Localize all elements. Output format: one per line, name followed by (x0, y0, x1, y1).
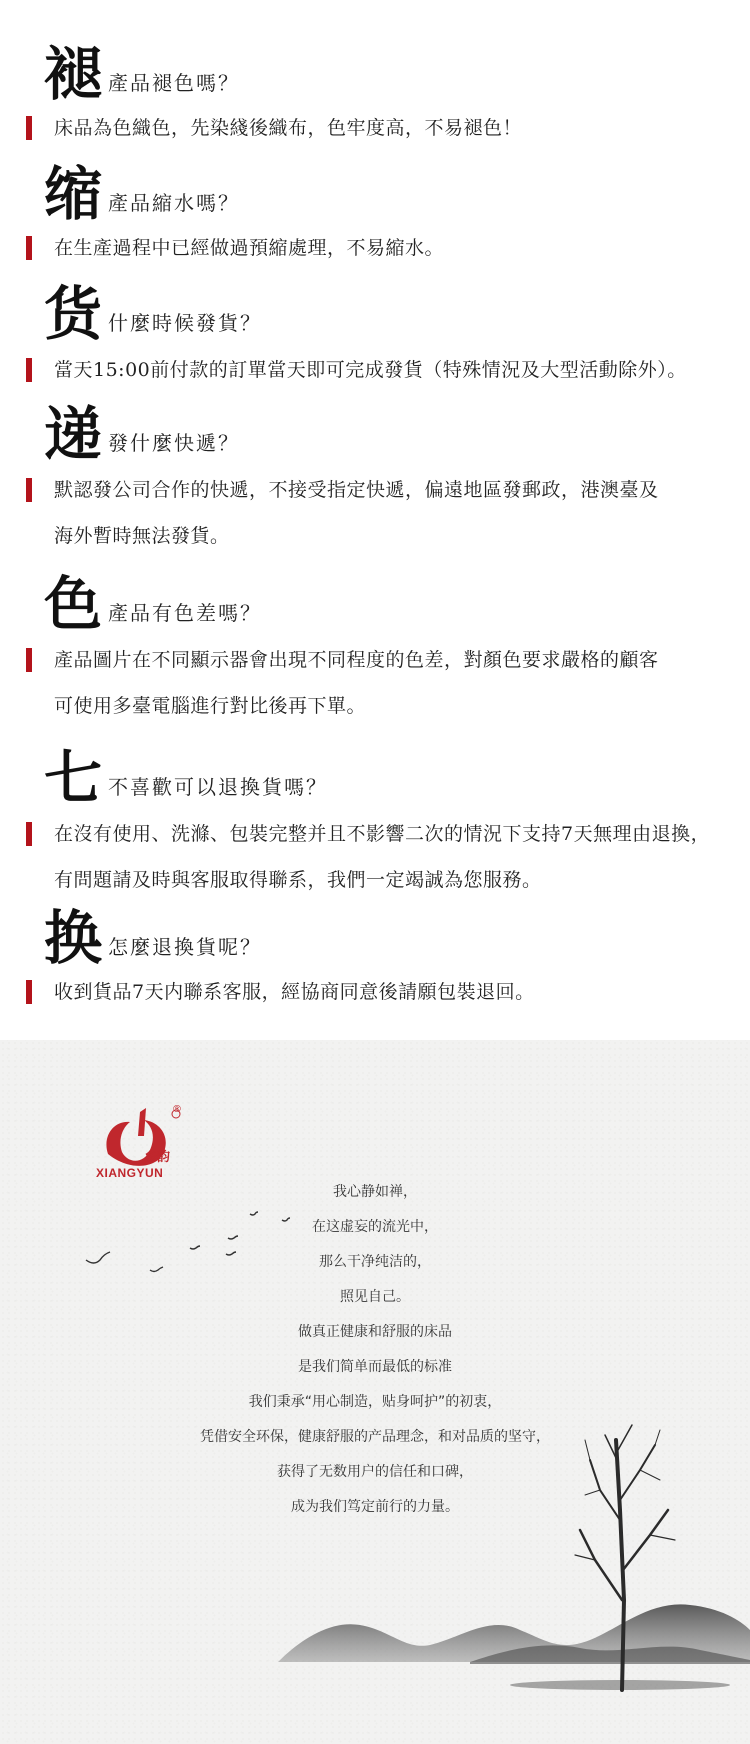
poem-line: 是我们简单而最低的标准 (298, 1359, 452, 1375)
faq-heading-char: 色 (44, 570, 103, 638)
answer-line: 在沒有使用、洗滌、包裝完整并且不影響二次的情況下支持7天無理由退換， (54, 823, 711, 845)
faq-question: 產品有色差嗎？ (108, 601, 262, 625)
faq-question: 怎麼退換貨呢？ (108, 935, 262, 959)
answer-marker (26, 478, 32, 502)
poem-line: 在这虚妄的流光中， (312, 1219, 438, 1235)
faq-question: 產品縮水嗎？ (108, 191, 240, 215)
poem-line: 那么干净纯洁的， (319, 1254, 431, 1270)
answer-marker (26, 358, 32, 382)
faq-answer (54, 969, 734, 1015)
poem-line: 照见自己。 (340, 1289, 410, 1305)
answer-line: 默認發公司合作的快遞，不接受指定快遞，偏遠地區發郵政，港澳臺及 (54, 479, 659, 501)
faq-question: 什麼時候發貨？ (108, 311, 262, 335)
answer-marker (26, 236, 32, 260)
brand-poem (150, 1175, 600, 1525)
answer-marker (26, 980, 32, 1004)
faq-answer (54, 347, 734, 393)
brand-banner (0, 1040, 750, 1744)
answer-line: 收到貨品7天内聯系客服，經協商同意後請願包裝退回。 (54, 981, 535, 1003)
faq-heading-char: 缩 (44, 160, 103, 228)
answer-marker (26, 822, 32, 846)
faq-heading-char: 七 (44, 744, 103, 812)
answer-line: 有問題請及時與客服取得聯系，我們一定竭誠為您服務。 (54, 869, 542, 891)
poem-line: 获得了无数用户的信任和口碑， (277, 1464, 473, 1480)
answer-marker (26, 648, 32, 672)
faq-question: 發什麼快遞？ (108, 431, 240, 455)
faq-answer (54, 811, 734, 903)
answer-line: 床品為色織色，先染綫後織布，色牢度高，不易褪色！ (54, 117, 523, 139)
registered-mark: ® (172, 1104, 182, 1115)
faq-answer (54, 225, 734, 271)
faq-heading-char: 换 (44, 904, 103, 972)
answer-marker (26, 116, 32, 140)
faq-answer (54, 637, 734, 729)
faq-question: 產品褪色嗎？ (108, 71, 240, 95)
mountains (278, 1604, 750, 1690)
brand-logo (96, 1104, 190, 1186)
poem-line: 成为我们笃定前行的力量。 (291, 1499, 459, 1515)
faq-question: 不喜歡可以退換貨嗎？ (108, 775, 328, 799)
poem-line: 我们秉承“用心制造，贴身呵护”的初衷， (248, 1394, 502, 1410)
logo-cn-text: 乡韵 (144, 1150, 171, 1165)
answer-line: 在生產過程中已經做過預縮處理，不易縮水。 (54, 237, 445, 259)
faq-answer (54, 467, 734, 559)
faq-heading-char: 褪 (44, 40, 103, 108)
faq-heading-char: 递 (44, 400, 103, 468)
answer-line: 當天15:00前付款的訂單當天即可完成發貨（特殊情況及大型活動除外）。 (54, 359, 687, 381)
answer-line: 海外暫時無法發貨。 (54, 525, 230, 547)
logo-text: XIANGYUN (96, 1166, 164, 1180)
poem-line: 我心静如禅， (333, 1184, 417, 1200)
answer-line: 產品圖片在不同顯示器會出現不同程度的色差，對顏色要求嚴格的顧客 (54, 649, 659, 671)
poem-line: 凭借安全环保，健康舒服的产品理念，和对品质的坚守， (200, 1429, 550, 1445)
faq-heading-char: 货 (44, 280, 103, 348)
faq-answer (54, 105, 734, 151)
poem-line: 做真正健康和舒服的床品 (298, 1324, 452, 1340)
answer-line: 可使用多臺電腦進行對比後再下單。 (54, 695, 367, 717)
